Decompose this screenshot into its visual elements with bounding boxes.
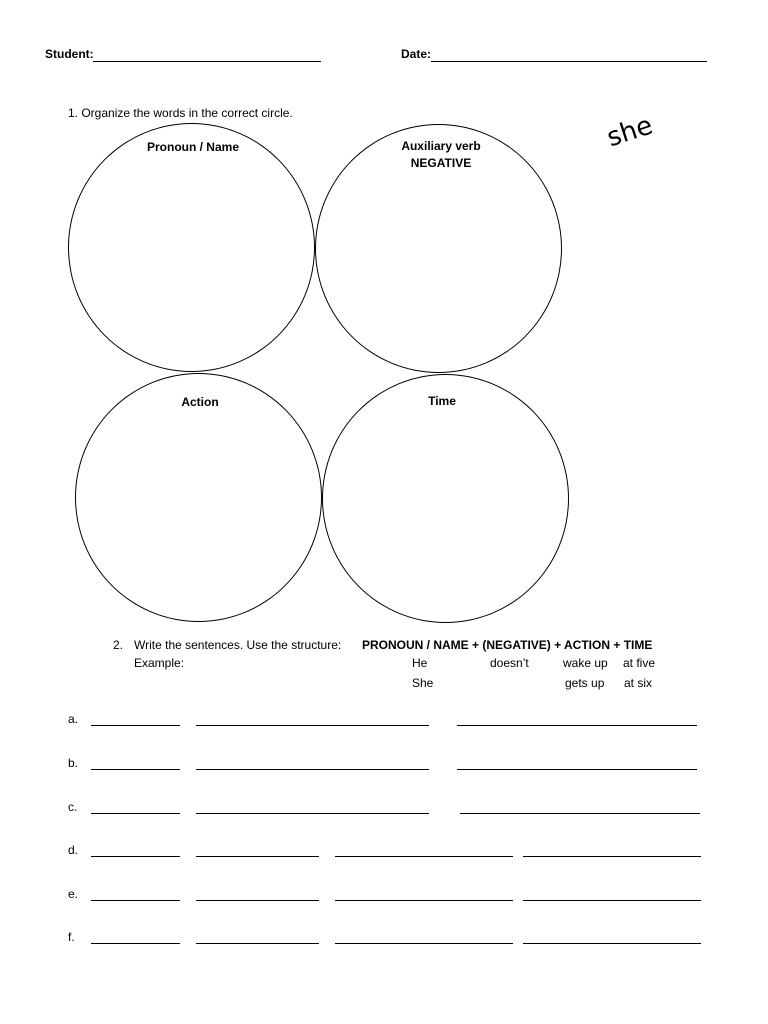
row-d-blank-1[interactable] — [91, 856, 180, 857]
example-1-pronoun: He — [412, 656, 428, 670]
row-letter-a: a. — [68, 712, 79, 726]
example-2-pronoun: She — [412, 676, 434, 690]
row-f-blank-1[interactable] — [91, 943, 180, 944]
circle-label-time: Time — [428, 394, 456, 408]
row-b-blank-1[interactable] — [91, 769, 180, 770]
row-b-blank-2[interactable] — [196, 769, 429, 770]
row-c-blank-1[interactable] — [91, 813, 180, 814]
circle-label-auxiliary-negative: Auxiliary verb NEGATIVE — [401, 139, 481, 170]
circle-time — [322, 374, 569, 623]
row-c-blank-2[interactable] — [196, 813, 429, 814]
row-b-blank-3[interactable] — [457, 769, 697, 770]
row-a-blank-2[interactable] — [196, 725, 429, 726]
date-label: Date: — [401, 47, 432, 61]
row-letter-c: c. — [68, 800, 78, 814]
example-2-action: gets up — [565, 676, 605, 690]
row-letter-b: b. — [68, 756, 79, 770]
row-e-blank-4[interactable] — [523, 900, 701, 901]
row-a-blank-3[interactable] — [457, 725, 697, 726]
circle-label-action: Action — [181, 395, 219, 409]
row-d-blank-2[interactable] — [196, 856, 319, 857]
row-letter-f: f. — [68, 930, 75, 944]
student-label: Student: — [45, 47, 94, 61]
row-letter-d: d. — [68, 843, 79, 857]
row-d-blank-3[interactable] — [335, 856, 513, 857]
row-e-blank-2[interactable] — [196, 900, 319, 901]
handwritten-note: she — [603, 110, 657, 154]
row-e-blank-3[interactable] — [335, 900, 513, 901]
example-2-time: at six — [624, 676, 653, 690]
circle-label-pronoun-name: Pronoun / Name — [146, 140, 239, 154]
example-label: Example: — [134, 656, 185, 670]
student-name-line[interactable] — [93, 61, 321, 62]
section2-instruction: Write the sentences. Use the structure: — [134, 638, 342, 652]
row-e-blank-1[interactable] — [91, 900, 180, 901]
row-a-blank-1[interactable] — [91, 725, 180, 726]
example-1-negative: doesn’t — [490, 656, 529, 670]
row-letter-e: e. — [68, 887, 79, 901]
section2-structure: PRONOUN / NAME + (NEGATIVE) + ACTION + TIME — [362, 638, 653, 652]
row-f-blank-3[interactable] — [335, 943, 513, 944]
circle-pronoun-name — [68, 123, 315, 372]
section1-instruction: 1. Organize the words in the correct circle. — [68, 106, 293, 120]
section2-number: 2. — [113, 638, 124, 652]
example-1-action: wake up — [563, 656, 608, 670]
date-line[interactable] — [431, 61, 707, 62]
row-d-blank-4[interactable] — [523, 856, 701, 857]
row-f-blank-4[interactable] — [523, 943, 701, 944]
row-f-blank-2[interactable] — [196, 943, 319, 944]
row-c-blank-3[interactable] — [460, 813, 700, 814]
example-1-time: at five — [623, 656, 656, 670]
